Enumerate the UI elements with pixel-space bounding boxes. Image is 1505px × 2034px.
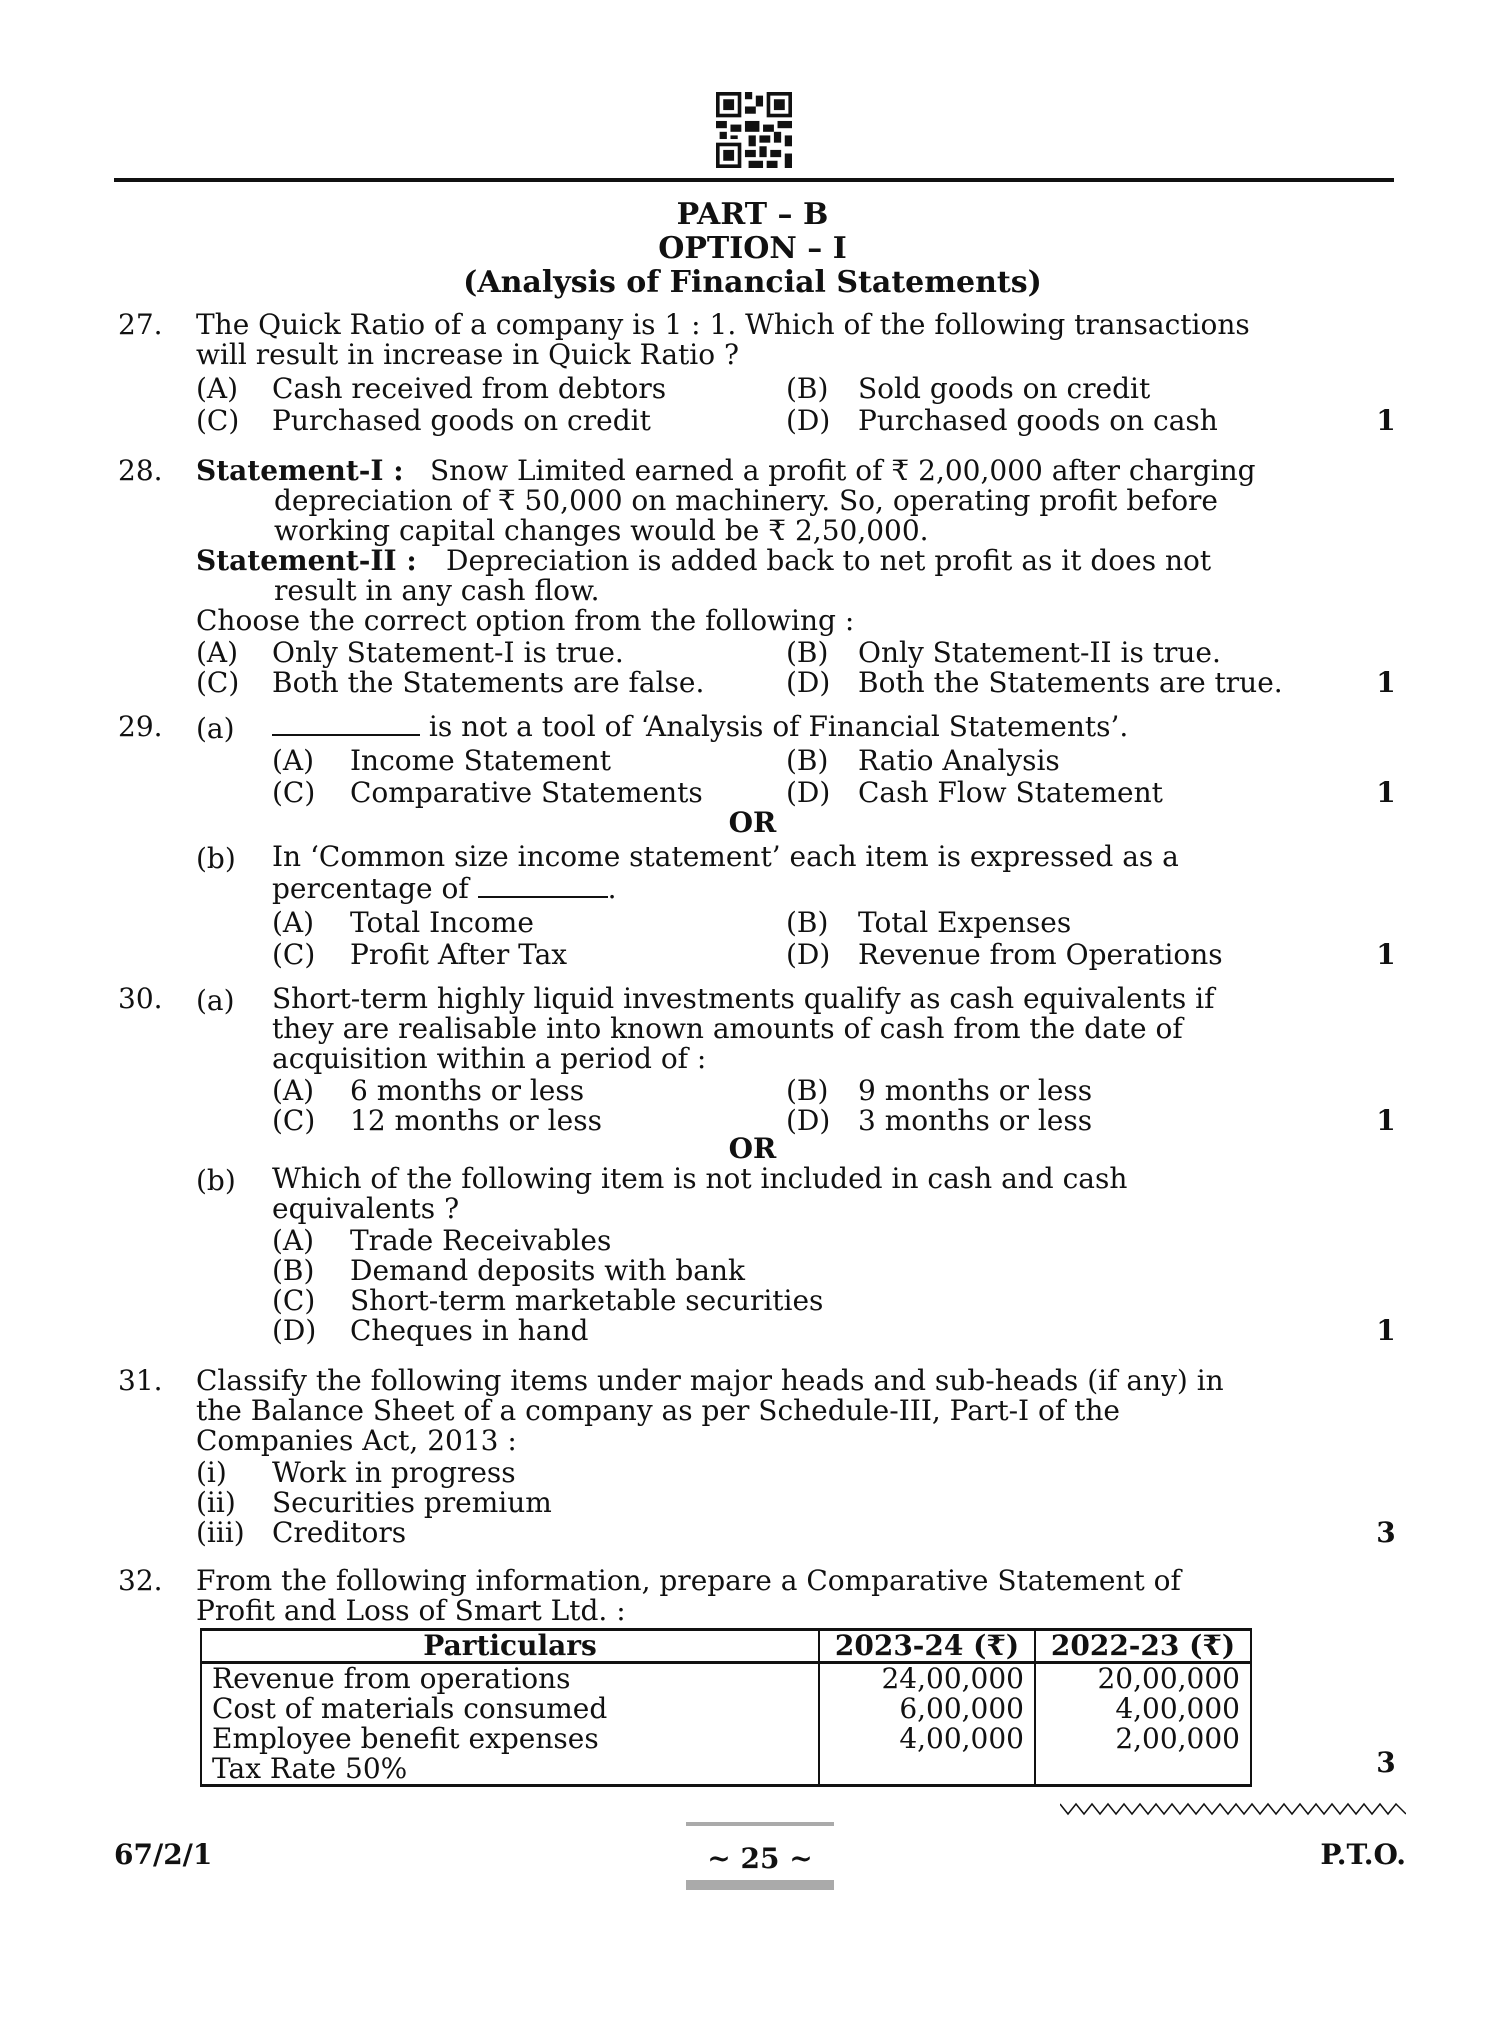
option-text: Both the Statements are false. <box>272 666 705 699</box>
option-label: (D) <box>786 776 831 809</box>
table-row <box>201 1754 1251 1786</box>
question-text: acquisition within a period of : <box>272 1042 707 1075</box>
question-text: they are realisable into known amounts of cash from the date of <box>272 1012 1183 1045</box>
question-number: 28. <box>118 454 163 487</box>
item-label: (ii) <box>196 1486 236 1519</box>
statement-2-text: result in any cash flow. <box>274 574 600 607</box>
or-separator: OR <box>728 1132 777 1165</box>
option-text: Purchased goods on credit <box>272 404 651 437</box>
option-text: Demand deposits with bank <box>350 1254 745 1287</box>
question-text-part: is not a tool of ‘Analysis of Financial Statements’. <box>428 710 1129 743</box>
statement-1-text: working capital changes would be ₹ 2,50,000. <box>274 514 929 547</box>
item-text: Work in progress <box>272 1456 516 1489</box>
option-text: 3 months or less <box>858 1104 1093 1137</box>
instruction-text: Choose the correct option from the following : <box>196 604 855 637</box>
option-label: (A) <box>196 372 239 405</box>
table-cell <box>1035 1754 1251 1786</box>
option-label: (C) <box>272 1284 316 1317</box>
question-text <box>272 712 1128 742</box>
option-text: Revenue from Operations <box>858 938 1223 971</box>
option-text: 12 months or less <box>350 1104 602 1137</box>
option-label: (D) <box>786 666 831 699</box>
please-turn-over: P.T.O. <box>1320 1838 1406 1871</box>
option-label: (C) <box>272 938 316 971</box>
table-row <box>201 1663 1251 1695</box>
option-label: (A) <box>272 744 315 777</box>
or-separator: OR <box>728 806 777 839</box>
table-cell: 24,00,000 <box>819 1663 1035 1695</box>
part-b-label: (b) <box>196 842 236 875</box>
option-label: (B) <box>786 636 829 669</box>
table-row <box>201 1694 1251 1724</box>
option-label: (B) <box>786 1074 829 1107</box>
question-text: Short-term highly liquid investments qualify as cash equivalents if <box>272 982 1215 1015</box>
question-text-part: percentage of <box>272 872 469 905</box>
option-label: (A) <box>272 906 315 939</box>
item-label: (iii) <box>196 1516 245 1549</box>
option-text: Profit After Tax <box>350 938 568 971</box>
option-text: Cash received from debtors <box>272 372 667 405</box>
item-label: (i) <box>196 1456 227 1489</box>
question-number: 32. <box>118 1564 163 1597</box>
marks: 1 <box>1376 1314 1396 1347</box>
option-label: (D) <box>786 404 831 437</box>
option-text: Cheques in hand <box>350 1314 589 1347</box>
question-text-part: . <box>607 872 617 905</box>
option-text: Both the Statements are true. <box>858 666 1283 699</box>
statement-1-text: Snow Limited earned a profit of ₹ 2,00,000 after charging <box>430 454 1256 487</box>
option-text: Only Statement-I is true. <box>272 636 624 669</box>
table-cell: Revenue from operations <box>201 1663 819 1695</box>
table-cell: 4,00,000 <box>1035 1694 1251 1724</box>
marks: 1 <box>1376 776 1396 809</box>
question-text: the Balance Sheet of a company as per Schedule-III, Part-I of the <box>196 1394 1120 1427</box>
column-header: Particulars <box>201 1630 819 1663</box>
paper-code: 67/2/1 <box>114 1838 213 1871</box>
question-text: Classify the following items under major heads and sub-heads (if any) in <box>196 1364 1224 1397</box>
option-label: (B) <box>786 906 829 939</box>
option-label: (C) <box>272 776 316 809</box>
page-number-top-bar <box>686 1822 834 1826</box>
page-number-bottom-bar <box>686 1880 834 1890</box>
marks: 1 <box>1376 666 1396 699</box>
item-text: Creditors <box>272 1516 407 1549</box>
option-text: Only Statement-II is true. <box>858 636 1221 669</box>
marks: 3 <box>1376 1746 1396 1779</box>
statement-1-label: Statement-I : <box>196 454 404 487</box>
option-label: (D) <box>272 1314 317 1347</box>
option-label: (D) <box>786 938 831 971</box>
option-text: Purchased goods on cash <box>858 404 1218 437</box>
question-text: will result in increase in Quick Ratio ? <box>196 338 740 371</box>
statement-2-text: Depreciation is added back to net profit as it does not <box>446 544 1212 577</box>
option-label: (A) <box>272 1074 315 1107</box>
header-rule <box>114 178 1394 182</box>
option-text: Short-term marketable securities <box>350 1284 824 1317</box>
option-text: 6 months or less <box>350 1074 585 1107</box>
option-label: (C) <box>196 404 240 437</box>
comparative-data-table <box>200 1628 1252 1787</box>
fill-blank <box>478 874 608 898</box>
table-cell: Employee benefit expenses <box>201 1724 819 1754</box>
option-text: 9 months or less <box>858 1074 1093 1107</box>
marks: 1 <box>1376 1104 1396 1137</box>
question-text: Companies Act, 2013 : <box>196 1424 517 1457</box>
option-heading: OPTION – I <box>658 231 847 266</box>
column-header: 2022-23 (₹) <box>1035 1630 1251 1663</box>
question-number: 27. <box>118 308 163 341</box>
question-text: In ‘Common size income statement’ each item is expressed as a <box>272 840 1179 873</box>
question-text <box>272 874 617 904</box>
item-text: Securities premium <box>272 1486 552 1519</box>
table-cell: 20,00,000 <box>1035 1663 1251 1695</box>
question-text: equivalents ? <box>272 1192 460 1225</box>
option-label: (B) <box>786 372 829 405</box>
option-text: Ratio Analysis <box>858 744 1060 777</box>
option-text: Total Income <box>350 906 534 939</box>
part-a-label: (a) <box>196 712 235 745</box>
option-label: (B) <box>786 744 829 777</box>
option-text: Cash Flow Statement <box>858 776 1163 809</box>
statement-1-text: depreciation of ₹ 50,000 on machinery. So, operating profit before <box>274 484 1219 517</box>
option-label: (C) <box>196 666 240 699</box>
marks: 1 <box>1376 404 1396 437</box>
table-cell <box>819 1754 1035 1786</box>
question-text: Which of the following item is not included in cash and cash <box>272 1162 1128 1195</box>
subject-heading: (Analysis of Financial Statements) <box>463 265 1042 300</box>
option-text: Comparative Statements <box>350 776 703 809</box>
table-row <box>201 1724 1251 1754</box>
marks: 3 <box>1376 1516 1396 1549</box>
question-number: 30. <box>118 982 163 1015</box>
table-header-row <box>201 1630 1251 1663</box>
column-header: 2023-24 (₹) <box>819 1630 1035 1663</box>
option-text: Trade Receivables <box>350 1224 612 1257</box>
question-text: From the following information, prepare a Comparative Statement of <box>196 1564 1181 1597</box>
part-a-label: (a) <box>196 984 235 1017</box>
option-text: Income Statement <box>350 744 612 777</box>
question-number: 31. <box>118 1364 163 1397</box>
statement-2-label: Statement-II : <box>196 544 417 577</box>
question-number: 29. <box>118 710 163 743</box>
question-text: Profit and Loss of Smart Ltd. : <box>196 1594 626 1627</box>
option-label: (A) <box>272 1224 315 1257</box>
option-text: Total Expenses <box>858 906 1072 939</box>
zigzag-decoration-icon <box>1060 1800 1406 1816</box>
table-cell: 6,00,000 <box>819 1694 1035 1724</box>
option-label: (B) <box>272 1254 315 1287</box>
question-text: The Quick Ratio of a company is 1 : 1. Which of the following transactions <box>196 308 1250 341</box>
qr-code-icon <box>716 92 792 168</box>
option-text: Sold goods on credit <box>858 372 1151 405</box>
page-number: ~ 25 ~ <box>707 1842 813 1875</box>
option-label: (A) <box>196 636 239 669</box>
part-b-label: (b) <box>196 1164 236 1197</box>
marks: 1 <box>1376 938 1396 971</box>
option-label: (C) <box>272 1104 316 1137</box>
table-cell: Cost of materials consumed <box>201 1694 819 1724</box>
table-cell: 2,00,000 <box>1035 1724 1251 1754</box>
fill-blank <box>272 712 420 736</box>
option-label: (D) <box>786 1104 831 1137</box>
table-cell: 4,00,000 <box>819 1724 1035 1754</box>
part-heading: PART – B <box>676 197 829 232</box>
table-cell: Tax Rate 50% <box>201 1754 819 1786</box>
